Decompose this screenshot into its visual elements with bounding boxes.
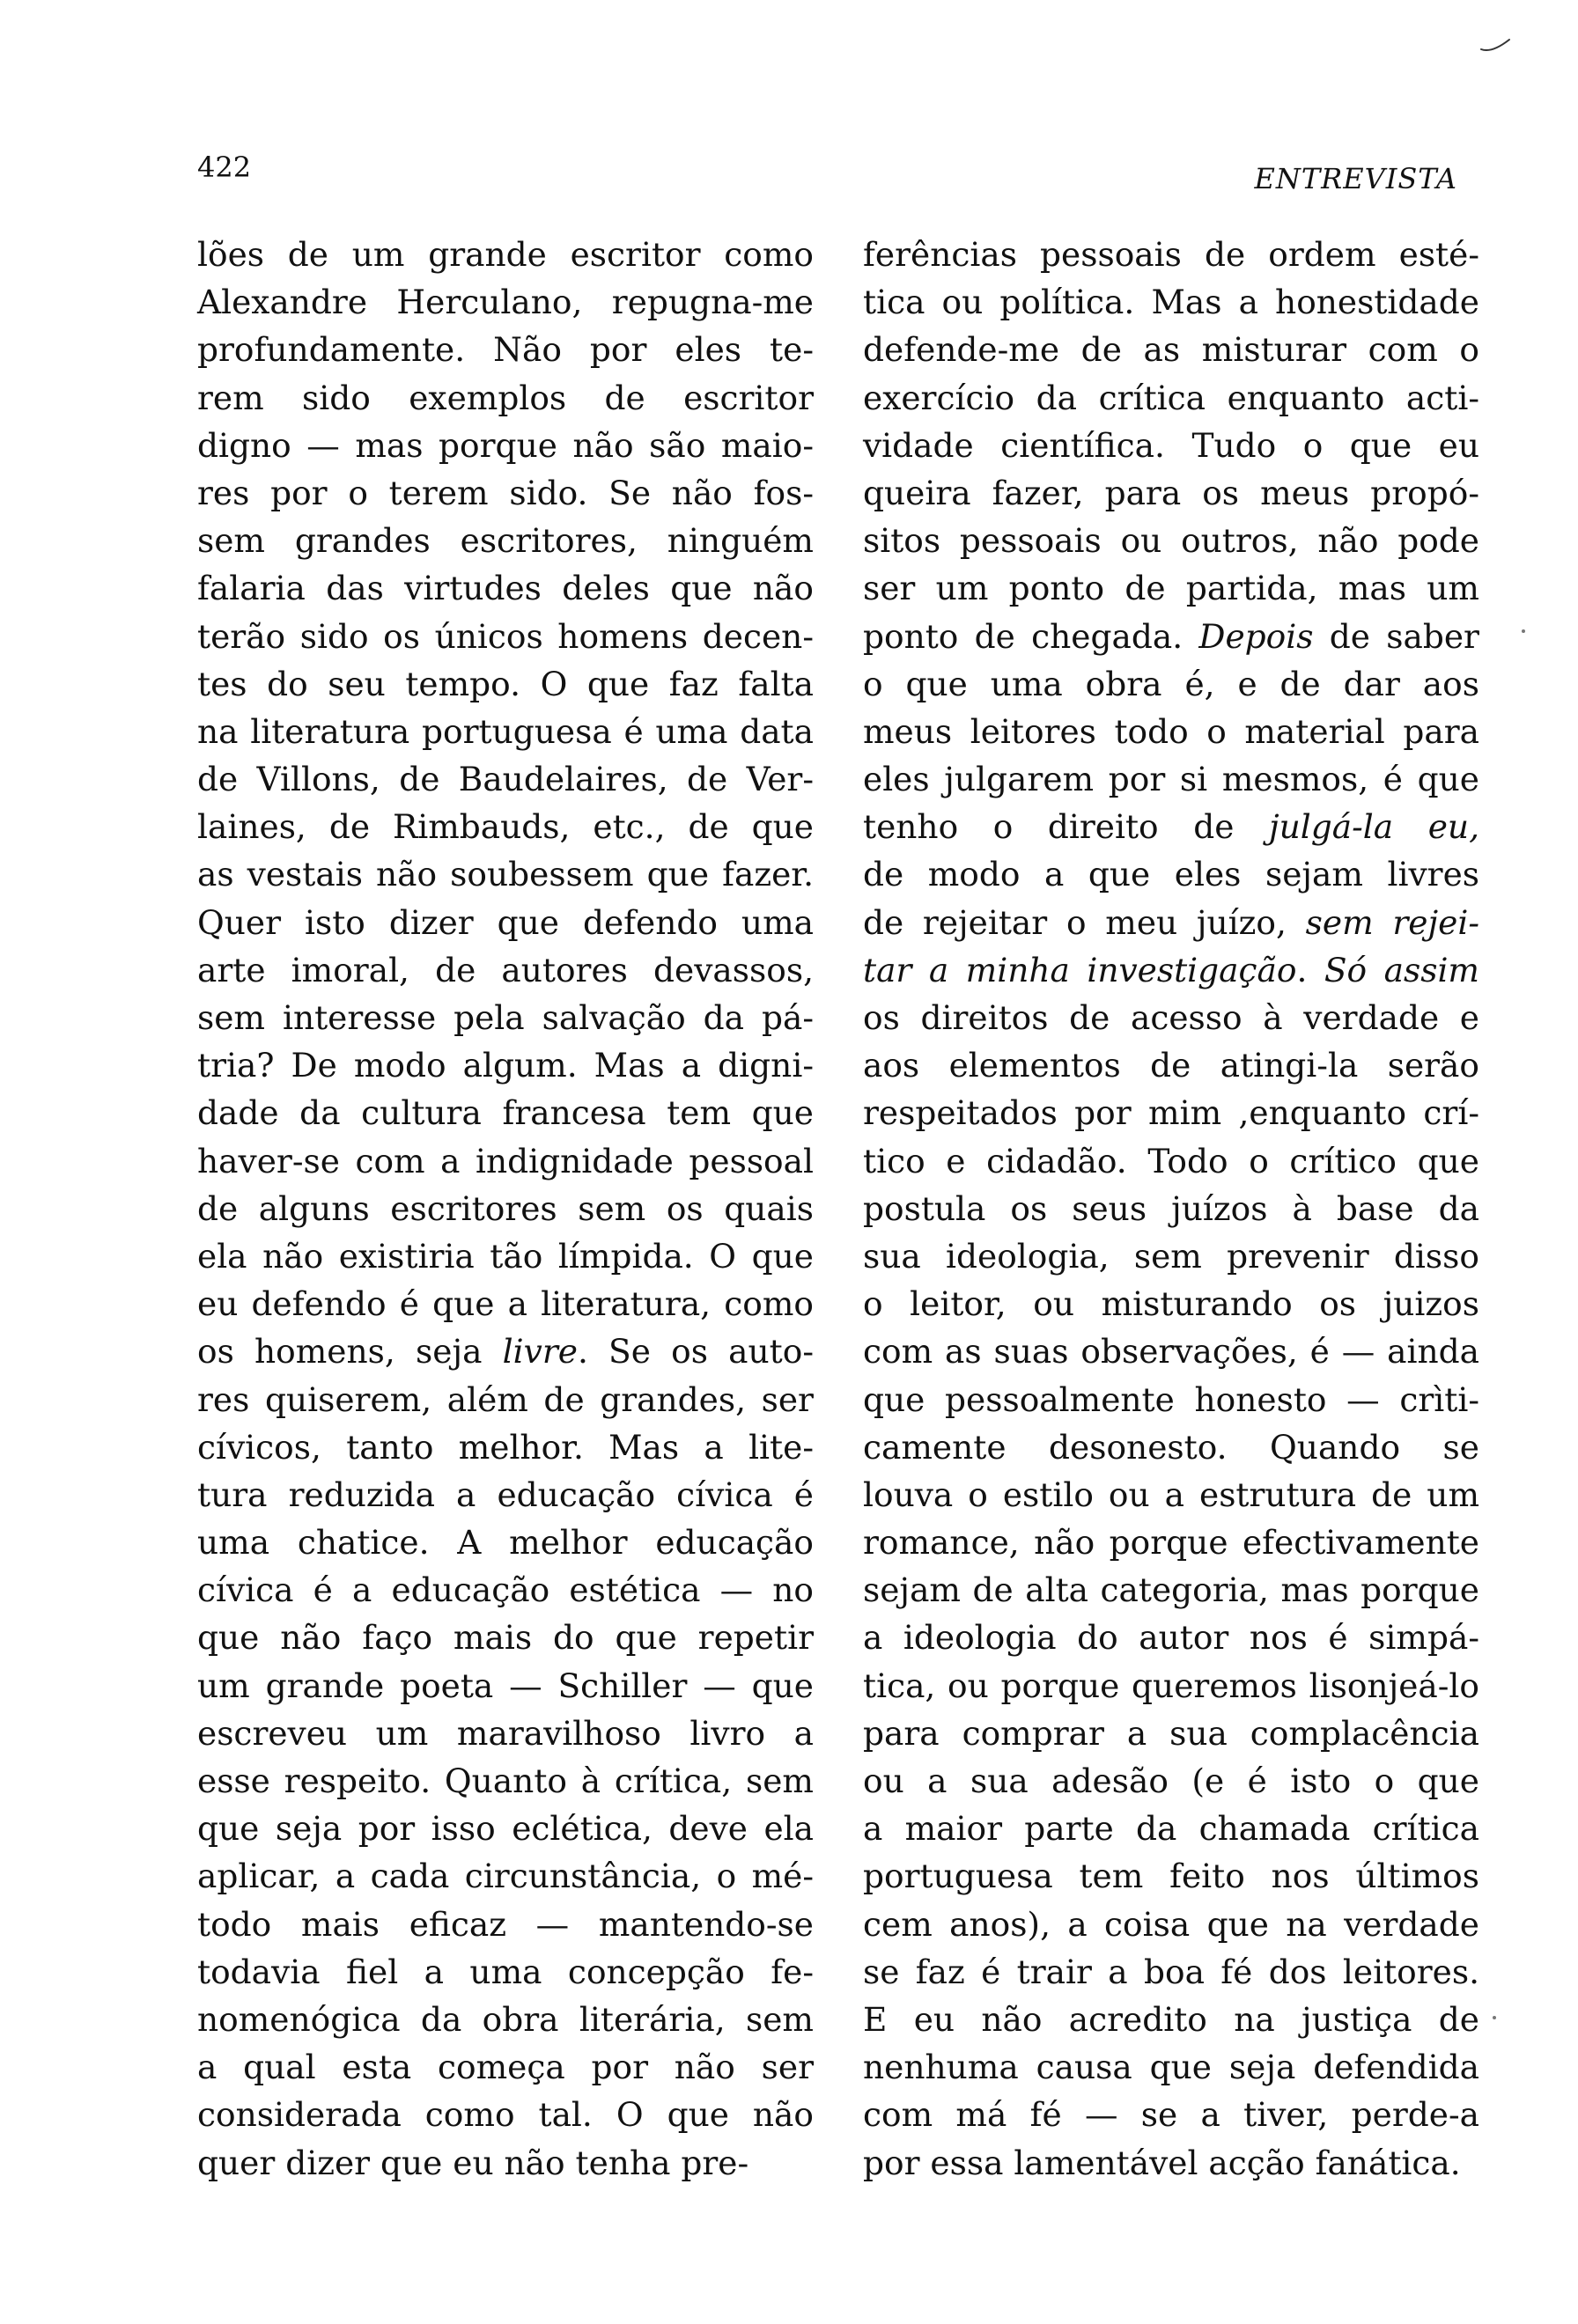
text-run: cívica é a educação estética — no bbox=[197, 1570, 814, 1610]
text-run: escreveu um maravilhoso livro a bbox=[197, 1713, 814, 1753]
text-line bbox=[863, 1710, 1479, 1757]
text-run: os homens, seja bbox=[197, 1332, 503, 1372]
text-line bbox=[197, 2139, 814, 2187]
text-line bbox=[197, 994, 814, 1041]
text-line bbox=[863, 1948, 1479, 1996]
text-run: de saber bbox=[1313, 616, 1479, 656]
running-head: ENTREVISTA bbox=[1254, 162, 1457, 195]
text-run: por essa lamentável acção fanática. bbox=[863, 2143, 1461, 2182]
text-line bbox=[863, 1232, 1479, 1280]
text-run: tica, ou porque queremos lisonjeá-lo bbox=[863, 1666, 1479, 1705]
text-run: laines, de Rimbauds, etc., de que bbox=[197, 807, 814, 847]
stray-mark bbox=[1493, 2016, 1496, 2019]
italic-run: livre bbox=[502, 1332, 578, 1372]
text-line bbox=[863, 422, 1479, 469]
text-run: a ideologia do autor nos é simpá- bbox=[863, 1618, 1479, 1658]
text-run: tica ou política. Mas a honestidade bbox=[863, 283, 1479, 322]
text-line bbox=[863, 1566, 1479, 1614]
text-run: romance, não porque efectivamente bbox=[863, 1523, 1479, 1563]
text-line bbox=[863, 2043, 1479, 2091]
text-run: que seja por isso eclética, deve ela bbox=[197, 1809, 814, 1849]
text-run: uma chatice. A melhor educação bbox=[197, 1523, 814, 1563]
italic-run: Depois bbox=[1198, 616, 1314, 656]
text-run: sejam de alta categoria, mas porque bbox=[863, 1570, 1479, 1610]
text-line bbox=[863, 231, 1479, 278]
text-line bbox=[197, 613, 814, 660]
text-run: se faz é trair a boa fé dos leitores. bbox=[863, 1952, 1479, 1991]
text-line bbox=[863, 660, 1479, 708]
text-line bbox=[863, 755, 1479, 803]
text-line bbox=[863, 1805, 1479, 1852]
text-line bbox=[197, 231, 814, 278]
text-line bbox=[863, 1614, 1479, 1661]
text-line bbox=[197, 803, 814, 850]
text-run: ou a sua adesão (e é isto o que bbox=[863, 1761, 1479, 1800]
text-line bbox=[197, 899, 814, 946]
text-line bbox=[863, 469, 1479, 517]
text-run: todo mais eficaz — mantendo-se bbox=[197, 1904, 814, 1944]
text-line bbox=[863, 899, 1479, 946]
text-run: de rejeitar o meu juízo, bbox=[863, 902, 1306, 942]
text-line bbox=[197, 850, 814, 898]
text-run: as vestais não soubessem que fazer. bbox=[197, 855, 814, 894]
text-line bbox=[863, 1089, 1479, 1136]
italic-run: Só assim bbox=[1324, 950, 1479, 989]
text-run: louva o estilo ou a estrutura de um bbox=[863, 1475, 1479, 1514]
text-run: sem grandes escritores, ninguém bbox=[197, 521, 814, 561]
text-line bbox=[863, 803, 1479, 850]
text-line bbox=[197, 1757, 814, 1805]
text-run: nomenógica da obra literária, sem bbox=[197, 1999, 814, 2039]
text-run: exercício da crítica enquanto acti- bbox=[863, 378, 1479, 417]
text-run: cívicos, tanto melhor. Mas a lite- bbox=[197, 1427, 814, 1467]
text-line bbox=[197, 1041, 814, 1089]
text-run: aplicar, a cada circunstância, o mé- bbox=[197, 1857, 814, 1896]
text-run: vidade científica. Tudo o que eu bbox=[863, 425, 1479, 465]
text-line bbox=[197, 469, 814, 517]
italic-run: sem rejei- bbox=[1305, 902, 1479, 942]
text-line bbox=[197, 1280, 814, 1327]
text-run: para comprar a sua complacência bbox=[863, 1713, 1479, 1753]
text-run: tenho o direito de bbox=[863, 807, 1269, 847]
text-line bbox=[197, 1948, 814, 1996]
text-run: camente desonesto. Quando se bbox=[863, 1427, 1479, 1467]
text-run: a qual esta começa por não ser bbox=[197, 2048, 814, 2087]
text-line bbox=[863, 1852, 1479, 1900]
text-run: tria? De modo algum. Mas a digni- bbox=[197, 1046, 814, 1085]
text-line bbox=[197, 1805, 814, 1852]
text-run: ela não existiria tão límpida. O que bbox=[197, 1236, 814, 1276]
text-run: o leitor, ou misturando os juizos bbox=[863, 1284, 1479, 1324]
text-line bbox=[197, 1089, 814, 1136]
text-run: sua ideologia, sem prevenir disso bbox=[863, 1236, 1479, 1276]
text-line bbox=[863, 613, 1479, 660]
text-run: que pessoalmente honesto — crìti- bbox=[863, 1379, 1479, 1419]
text-line bbox=[197, 517, 814, 564]
text-line bbox=[197, 326, 814, 373]
text-run: . bbox=[1296, 950, 1324, 989]
text-run: ferências pessoais de ordem esté- bbox=[863, 235, 1479, 274]
text-line bbox=[197, 564, 814, 612]
text-run: tico e cidadão. Todo o crítico que bbox=[863, 1141, 1479, 1180]
text-run: esse respeito. Quanto à crítica, sem bbox=[197, 1761, 814, 1800]
text-line bbox=[197, 1471, 814, 1519]
text-line bbox=[863, 1041, 1479, 1089]
text-run: de alguns escritores sem os quais bbox=[197, 1188, 814, 1228]
text-run: um grande poeta — Schiller — que bbox=[197, 1666, 814, 1705]
italic-run: tar a minha investigação bbox=[863, 950, 1297, 989]
text-run: considerada como tal. O que não bbox=[197, 2095, 814, 2135]
text-line bbox=[863, 708, 1479, 755]
text-line bbox=[863, 374, 1479, 422]
text-column-right bbox=[863, 231, 1479, 2187]
text-run: queira fazer, para os meus propó- bbox=[863, 473, 1479, 512]
text-line bbox=[197, 1232, 814, 1280]
text-run: meus leitores todo o material para bbox=[863, 711, 1479, 751]
text-run: os direitos de acesso à verdade e bbox=[863, 998, 1479, 1037]
text-run: aos elementos de atingi-la serão bbox=[863, 1046, 1479, 1085]
text-run: com má fé — se a tiver, perde-a bbox=[863, 2095, 1479, 2135]
text-line bbox=[197, 1710, 814, 1757]
text-run: todavia fiel a uma concepção fe- bbox=[197, 1952, 814, 1991]
text-line bbox=[197, 1566, 814, 1614]
text-run: res quiserem, além de grandes, ser bbox=[197, 1379, 814, 1419]
text-line bbox=[863, 278, 1479, 326]
text-line bbox=[863, 1519, 1479, 1566]
text-run: Quer isto dizer que defendo uma bbox=[197, 902, 814, 942]
text-line bbox=[863, 1185, 1479, 1232]
text-line bbox=[197, 946, 814, 994]
text-line bbox=[863, 1280, 1479, 1327]
text-run: postula os seus juízos à base da bbox=[863, 1188, 1479, 1228]
text-line bbox=[197, 1852, 814, 1900]
text-line bbox=[863, 564, 1479, 612]
text-line bbox=[197, 422, 814, 469]
text-run: E eu não acredito na justiça de bbox=[863, 1999, 1479, 2039]
stray-mark bbox=[1522, 629, 1525, 633]
text-line bbox=[863, 1137, 1479, 1185]
text-line bbox=[197, 660, 814, 708]
text-run: lões de um grande escritor como bbox=[197, 235, 814, 274]
text-run: dade da cultura francesa tem que bbox=[197, 1093, 814, 1133]
text-line bbox=[197, 1423, 814, 1471]
text-run: ser um ponto de partida, mas um bbox=[863, 569, 1479, 608]
text-run: digno — mas porque não são maio- bbox=[197, 425, 814, 465]
text-line bbox=[197, 1519, 814, 1566]
text-run: eu defendo é que a literatura, como bbox=[197, 1284, 814, 1324]
text-run: de Villons, de Baudelaires, de Ver- bbox=[197, 760, 814, 799]
text-run: o que uma obra é, e de dar aos bbox=[863, 664, 1479, 703]
text-line bbox=[863, 1662, 1479, 1710]
text-run: sitos pessoais ou outros, não pode bbox=[863, 521, 1479, 561]
text-run: . Se os auto- bbox=[577, 1332, 814, 1372]
page-number: 422 bbox=[197, 151, 252, 184]
text-line bbox=[197, 1901, 814, 1948]
text-run: defende-me de as misturar com o bbox=[863, 330, 1479, 370]
text-run: de modo a que eles sejam livres bbox=[863, 855, 1479, 894]
text-line bbox=[197, 1662, 814, 1710]
text-run: na literatura portuguesa é uma data bbox=[197, 711, 814, 751]
text-line bbox=[197, 1376, 814, 1423]
text-line bbox=[197, 278, 814, 326]
text-run: respeitados por mim ,enquanto crí- bbox=[863, 1093, 1479, 1133]
text-run: eles julgarem por si mesmos, é que bbox=[863, 760, 1479, 799]
text-line bbox=[863, 1471, 1479, 1519]
text-line bbox=[863, 1423, 1479, 1471]
text-run: falaria das virtudes deles que não bbox=[197, 569, 814, 608]
italic-run: julgá-la eu, bbox=[1269, 807, 1479, 847]
text-line bbox=[863, 1901, 1479, 1948]
text-column-left bbox=[197, 231, 814, 2187]
text-run: cem anos), a coisa que na verdade bbox=[863, 1904, 1479, 1944]
text-line bbox=[863, 994, 1479, 1041]
text-run: arte imoral, de autores devassos, bbox=[197, 950, 814, 989]
text-line bbox=[197, 755, 814, 803]
text-line bbox=[863, 2091, 1479, 2138]
text-line bbox=[197, 2091, 814, 2138]
text-run: que não faço mais do que repetir bbox=[197, 1618, 814, 1658]
text-run: quer dizer que eu não tenha pre- bbox=[197, 2143, 749, 2182]
text-line bbox=[863, 1327, 1479, 1375]
text-run: terão sido os únicos homens decen- bbox=[197, 616, 814, 656]
text-run: ponto de chegada. bbox=[863, 616, 1199, 656]
text-run: portuguesa tem feito nos últimos bbox=[863, 1857, 1479, 1896]
text-line bbox=[863, 850, 1479, 898]
text-run: tes do seu tempo. O que faz falta bbox=[197, 664, 814, 703]
text-line bbox=[197, 1137, 814, 1185]
text-run: sem interesse pela salvação da pá- bbox=[197, 998, 814, 1037]
text-run: res por o terem sido. Se não fos- bbox=[197, 473, 814, 512]
text-line bbox=[863, 1996, 1479, 2043]
text-line bbox=[197, 708, 814, 755]
text-run: rem sido exemplos de escritor bbox=[197, 378, 814, 417]
text-line bbox=[863, 1757, 1479, 1805]
text-line bbox=[863, 326, 1479, 373]
text-line bbox=[863, 517, 1479, 564]
text-line bbox=[197, 1614, 814, 1661]
text-line bbox=[197, 1327, 814, 1375]
text-line bbox=[197, 374, 814, 422]
text-line bbox=[863, 946, 1479, 994]
text-line bbox=[197, 1185, 814, 1232]
text-line bbox=[197, 1996, 814, 2043]
text-run: Alexandre Herculano, repugna-me bbox=[197, 283, 814, 322]
pen-mark bbox=[1479, 37, 1511, 55]
text-line bbox=[863, 2139, 1479, 2187]
text-run: tura reduzida a educação cívica é bbox=[197, 1475, 814, 1514]
text-run: haver-se com a indignidade pessoal bbox=[197, 1141, 814, 1180]
text-run: com as suas observações, é — ainda bbox=[863, 1332, 1479, 1372]
text-run: nenhuma causa que seja defendida bbox=[863, 2048, 1479, 2087]
text-run: profundamente. Não por eles te- bbox=[197, 330, 814, 370]
text-run: a maior parte da chamada crítica bbox=[863, 1809, 1479, 1849]
text-line bbox=[863, 1376, 1479, 1423]
text-line bbox=[197, 2043, 814, 2091]
